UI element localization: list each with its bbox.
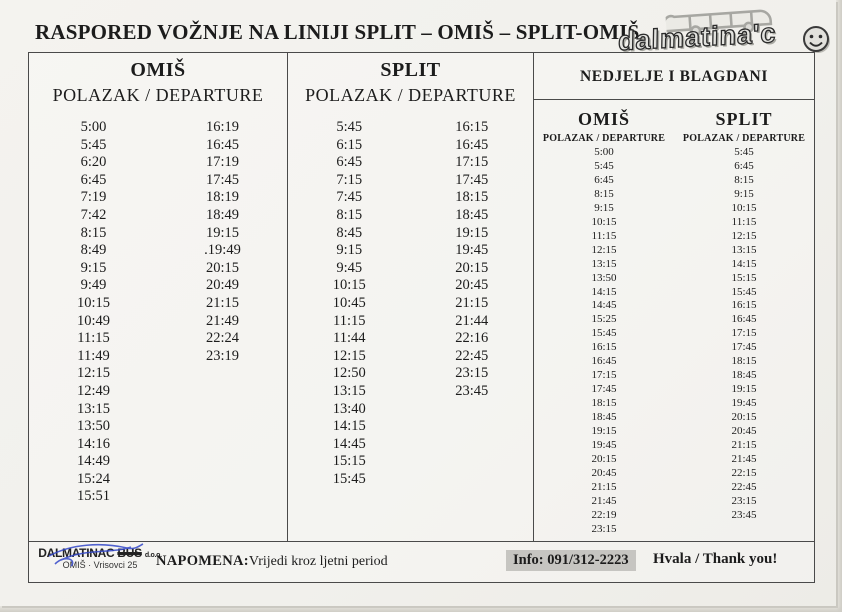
split-section-title: SPLIT <box>380 59 441 81</box>
omis-departure-time: 8:49 <box>80 242 107 259</box>
split-departure-time: 14:15 <box>332 418 366 435</box>
sunday-omis-departure-time: 17:15 <box>591 369 617 382</box>
split-departure-time: 7:45 <box>336 189 363 206</box>
sunday-omis-departure-time: 14:15 <box>591 285 617 298</box>
omis-departure-time: 19:15 <box>205 224 240 241</box>
sunday-split-departure-time: 18:15 <box>731 355 757 368</box>
dalmatinac-logo <box>618 6 833 58</box>
omis-times <box>29 107 287 506</box>
sunday-split-departure-time: 23:45 <box>731 508 757 521</box>
sunday-omis-departure-time: 9:15 <box>594 201 614 214</box>
sunday-split-departure-time: 19:15 <box>731 383 757 396</box>
sunday-omis-departure-time: 18:15 <box>591 397 617 410</box>
omis-departure-time: 16:19 <box>205 119 240 135</box>
omis-departure-time: 10:15 <box>76 294 111 311</box>
split-departure-time: 13:15 <box>332 382 366 399</box>
omis-departures-section <box>29 53 288 541</box>
split-departure-time: 19:45 <box>455 242 489 259</box>
info-phone: Info: 091/312-2223 <box>506 550 636 571</box>
split-times-morning <box>288 119 411 488</box>
sunday-omis-departure-time: 6:45 <box>594 173 614 186</box>
sunday-split-departure-time: 10:15 <box>731 201 757 214</box>
sunday-omis-departure-time: 12:15 <box>591 243 617 256</box>
omis-departure-time: 11:15 <box>77 330 110 347</box>
sunday-omis-departure-time: 14:45 <box>591 299 617 312</box>
split-departure-time: 9:15 <box>336 242 363 259</box>
sunday-omis-departure-time: 22:19 <box>591 508 617 521</box>
timetable-board <box>28 52 815 583</box>
omis-departure-time: 20:15 <box>205 259 240 276</box>
split-departures-section <box>288 53 534 541</box>
sunday-split-departure-time: 16:45 <box>731 313 757 326</box>
omis-departure-time: 10:49 <box>76 312 111 329</box>
sunday-split-column <box>674 100 814 537</box>
sunday-omis-departure-time: 13:50 <box>591 271 617 284</box>
sunday-omis-departure-time: 23:15 <box>591 522 617 535</box>
omis-departure-time: 23:19 <box>205 347 240 364</box>
sunday-omis-departure-time: 18:45 <box>591 411 617 424</box>
note-text: Vrijedi kroz ljetni period <box>248 554 388 569</box>
omis-departure-time: 13:15 <box>76 400 111 417</box>
omis-departure-time: 16:45 <box>205 136 240 153</box>
sunday-split-departure-time: 18:45 <box>731 369 757 382</box>
split-departure-time: 19:15 <box>455 224 489 241</box>
sunday-omis-departure-time: 21:45 <box>591 494 617 507</box>
split-section-subtitle: POLAZAK / DEPARTURE <box>305 85 516 105</box>
company-name <box>35 546 165 560</box>
split-departure-time: 12:15 <box>332 347 366 364</box>
timetable-columns <box>29 53 814 541</box>
split-departure-time: 6:45 <box>336 154 363 171</box>
split-departure-time: 20:45 <box>455 277 489 294</box>
sunday-split-departure-time: 17:45 <box>731 341 757 354</box>
omis-departure-time: 17:45 <box>205 171 240 188</box>
sunday-holidays-section <box>534 53 814 541</box>
sunday-omis-departure-time: 10:15 <box>591 215 617 228</box>
sunday-omis-departure-time: 21:15 <box>591 480 617 493</box>
split-departure-time: 17:15 <box>455 154 489 171</box>
split-departure-time: 21:15 <box>455 294 489 311</box>
sunday-split-departure-time: 8:15 <box>734 173 754 186</box>
split-departure-time: 18:15 <box>455 189 489 206</box>
sunday-split-departure-time: 22:15 <box>731 466 757 479</box>
sunday-omis-column <box>534 100 674 537</box>
split-departure-time: 16:15 <box>455 119 489 135</box>
omis-times-morning <box>29 119 158 506</box>
omis-departure-time: 20:49 <box>205 277 240 294</box>
split-section-header <box>288 53 533 107</box>
split-departure-time: 8:15 <box>336 206 363 223</box>
sunday-omis-departure-time: 15:45 <box>591 327 617 340</box>
omis-departure-time: 9:15 <box>80 259 107 276</box>
sunday-split-departure-time: 6:45 <box>734 159 754 172</box>
sunday-split-departure-time: 5:45 <box>734 146 754 158</box>
omis-section-subtitle: POLAZAK / DEPARTURE <box>52 85 264 105</box>
omis-departure-time: 11:49 <box>77 347 110 364</box>
omis-section-title: OMIŠ <box>130 59 186 81</box>
sunday-split-departure-time: 9:15 <box>734 187 754 200</box>
omis-times-evening <box>158 119 287 506</box>
split-times-evening <box>411 119 534 488</box>
omis-departure-time: 15:24 <box>76 470 111 487</box>
split-departure-time: 16:45 <box>455 136 489 153</box>
sunday-split-departure-time: 19:45 <box>731 397 757 410</box>
split-departure-time: 11:15 <box>333 312 366 329</box>
split-departure-time: 10:45 <box>332 294 366 311</box>
split-departure-time: 8:45 <box>336 224 363 241</box>
omis-departure-time: 5:45 <box>80 136 107 153</box>
sunday-split-title: SPLIT <box>715 109 773 129</box>
sunday-split-departure-time: 16:15 <box>731 299 757 312</box>
split-departure-time: 12:50 <box>332 365 366 382</box>
omis-departure-time: 5:00 <box>80 119 107 135</box>
sunday-split-departure-time: 15:45 <box>731 285 757 298</box>
sunday-split-departure-time: 20:15 <box>731 411 757 424</box>
omis-departure-time: 9:49 <box>80 277 107 294</box>
sunday-omis-departure-time: 19:15 <box>591 425 617 438</box>
split-departure-time: 15:45 <box>332 470 366 487</box>
omis-departure-time: 18:49 <box>205 206 240 223</box>
sunday-omis-departure-time: 16:15 <box>591 341 617 354</box>
split-departure-time: 9:45 <box>336 259 363 276</box>
omis-departure-time: 14:49 <box>76 453 111 470</box>
split-departure-time: 17:45 <box>455 171 489 188</box>
sunday-omis-departure-time: 20:45 <box>591 466 617 479</box>
sunday-omis-title: OMIŠ <box>577 109 630 129</box>
sunday-split-departure-time: 12:15 <box>731 229 757 242</box>
sunday-omis-departure-time: 5:00 <box>594 146 614 158</box>
split-departure-time: 5:45 <box>336 119 363 135</box>
split-departure-time: 15:15 <box>332 453 366 470</box>
footer-band <box>29 541 814 582</box>
sunday-omis-departure-time: 5:45 <box>594 159 614 172</box>
scan-edge-right <box>836 0 842 612</box>
sunday-omis-departure-time: 20:15 <box>591 452 617 465</box>
sunday-split-departure-time: 17:15 <box>731 327 757 340</box>
sunday-split-departure-time: 13:15 <box>731 243 757 256</box>
split-times <box>288 107 533 488</box>
split-departure-time: 23:45 <box>455 382 489 399</box>
sunday-split-departure-time: 15:15 <box>731 271 757 284</box>
sunday-omis-times <box>534 146 674 537</box>
sunday-split-subtitle: POLAZAK / DEPARTURE <box>682 133 806 144</box>
omis-departure-time: 12:15 <box>76 365 111 382</box>
company-suffix: d.o.o. <box>144 552 162 559</box>
omis-departure-time: 12:49 <box>76 382 111 399</box>
split-departure-time: 22:16 <box>455 330 489 347</box>
sunday-split-departure-time: 23:15 <box>731 494 757 507</box>
sunday-split-departure-time: 21:15 <box>731 439 757 452</box>
split-departure-time: 13:40 <box>332 400 366 417</box>
omis-departure-time: 7:42 <box>80 206 107 223</box>
omis-departure-time: 21:15 <box>205 294 240 311</box>
company-address: OMIŠ · Vrisovci 25 <box>62 560 138 570</box>
sunday-split-departure-time: 14:15 <box>731 257 757 270</box>
split-departure-time: 10:15 <box>332 277 366 294</box>
scan-edge-bottom <box>0 606 842 612</box>
sunday-split-departure-time: 22:45 <box>731 480 757 493</box>
sunday-columns <box>534 100 814 537</box>
company-name-text: DALMATINAC <box>38 546 115 560</box>
sunday-omis-departure-time: 19:45 <box>591 439 617 452</box>
sunday-split-times <box>674 146 814 523</box>
omis-section-header <box>29 53 287 107</box>
sunday-omis-departure-time: 13:15 <box>591 257 617 270</box>
split-departure-time: 22:45 <box>455 347 489 364</box>
sunday-omis-subtitle: POLAZAK / DEPARTURE <box>542 133 666 144</box>
sunday-omis-departure-time: 17:45 <box>591 383 617 396</box>
sunday-split-departure-time: 21:45 <box>731 452 757 465</box>
omis-departure-time: 8:15 <box>80 224 107 241</box>
sunday-omis-departure-time: 11:15 <box>591 229 617 242</box>
split-departure-time: 7:15 <box>336 171 363 188</box>
sunday-split-departure-time: 20:45 <box>731 425 757 438</box>
sunday-omis-departure-time: 16:45 <box>591 355 617 368</box>
note <box>156 553 388 570</box>
omis-departure-time: 6:20 <box>80 154 107 171</box>
sunday-split-departure-time: 11:15 <box>731 215 757 228</box>
sunday-omis-departure-time: 8:15 <box>594 187 614 200</box>
omis-departure-time: 17:19 <box>205 154 240 171</box>
sunday-omis-departure-time: 15:25 <box>591 313 617 326</box>
omis-departure-time: .19:49 <box>204 242 241 259</box>
omis-departure-time: 22:24 <box>205 330 240 347</box>
omis-departure-time: 15:51 <box>76 488 111 505</box>
omis-departure-time: 21:49 <box>205 312 240 329</box>
logo-wordmark: dalmatina'c <box>617 17 777 57</box>
split-departure-time: 18:45 <box>455 206 489 223</box>
omis-departure-time: 6:45 <box>80 171 107 188</box>
company-logo <box>35 546 165 570</box>
split-departure-time: 6:15 <box>336 136 363 153</box>
split-departure-time: 21:44 <box>455 312 489 329</box>
omis-departure-time: 14:16 <box>76 435 111 452</box>
omis-departure-time: 7:19 <box>80 189 107 206</box>
page-title: RASPORED VOŽNJE NA LINIJI SPLIT – OMIŠ – SPLIT-OMIŠ <box>35 20 640 44</box>
note-label: NAPOMENA: <box>156 553 249 569</box>
thank-you: Hvala / Thank you! <box>653 551 778 567</box>
omis-departure-time: 13:50 <box>76 418 111 435</box>
split-departure-time: 11:44 <box>333 330 366 347</box>
split-departure-time: 23:15 <box>455 365 489 382</box>
split-departure-time: 14:45 <box>332 435 366 452</box>
company-bus-text: BUS <box>117 546 142 560</box>
omis-departure-time: 18:19 <box>205 189 240 206</box>
split-departure-time: 20:15 <box>455 259 489 276</box>
sunday-section-title: NEDJELJE I BLAGDANI <box>534 53 814 100</box>
